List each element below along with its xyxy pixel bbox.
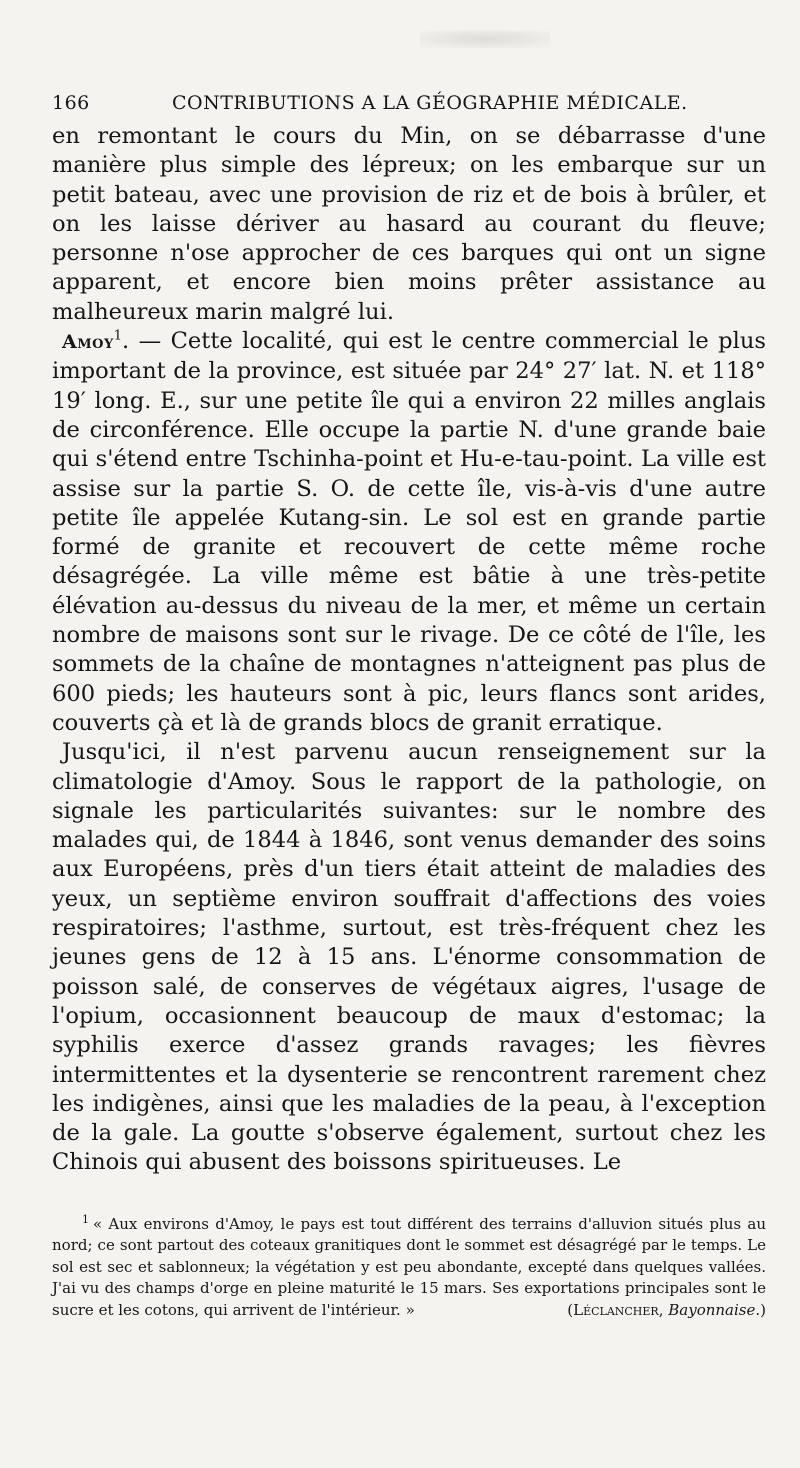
attribution-author: Léclancher <box>573 1300 659 1319</box>
paper-smudge <box>420 30 550 48</box>
paragraph-2 <box>52 327 766 738</box>
attribution-source: Bayonnaise <box>668 1300 756 1319</box>
footnote-mark: 1 <box>82 1212 89 1226</box>
footnote-ref[interactable]: 1 <box>113 328 123 344</box>
footnote-1 <box>52 1214 766 1322</box>
footnote-text: « Aux environs d'Amoy, le pays est tout différent des terrains d'alluvion situés plus au nord; ce sont partout des coteaux granitiques dont le sommet est désagrégé par le temps. Le sol est sec et sablonneux; la végétation y est peu abondante, excepté dans quelques vallées. J'ai vu des champs d'orge en pleine maturité le 15 mars. Ses exportations principales sont le sucre et les cotons, qui arrivent de l'intérieur. » <box>52 1214 766 1319</box>
place-name-amoy: Amoy <box>62 331 114 354</box>
footnote-attribution: (Léclancher, Bayonnaise.) <box>567 1300 766 1319</box>
running-title: CONTRIBUTIONS A LA GÉOGRAPHIE MÉDICALE. <box>172 92 688 114</box>
paragraph-3: Jusqu'ici, il n'est parvenu aucun renseignement sur la climatologie d'Amoy. Sous le rapport de la pathologie, on signale les particularités suivantes: sur le nombre des malades qui, de 1844 à 1846, sont venus demander des soins aux Européens, près d'un tiers était atteint de maladies des yeux, un septième environ souffrait d'affections des voies respiratoires; l'asthme, surtout, est très-fréquent chez les jeunes gens de 12 à 15 ans. L'énorme consommation de poisson salé, de conserves de végétaux aigres, l'usage de l'opium, occasionnent beaucoup de maux d'estomac; la syphilis exerce d'assez grands ravages; les fièvres intermittentes et la dysenterie se rencontrent rarement chez les indigènes, ainsi que les maladies de la peau, à l'exception de la gale. La goutte s'observe également, surtout chez les Chinois qui abusent des boissons spiritueuses. Le <box>52 739 766 1176</box>
running-header <box>52 92 766 114</box>
page-number: 166 <box>52 92 90 114</box>
footnotes <box>52 1214 766 1322</box>
body-text <box>52 122 766 1178</box>
paragraph-2-text: . — Cette localité, qui est le centre commercial le plus important de la province, est située par 24° 27′ lat. N. et 118° 19′ long. E., sur une petite île qui a environ 22 milles anglais de circonférence. Elle occupe la partie N. d'une grande baie qui s'étend entre Tschinha-point et Hu-e-tau-point. La ville est assise sur la partie S. O. de cette île, vis-à-vis d'une autre petite île appelée Kutang-sin. Le sol est en grande partie formé de granite et recouvert de cette même roche désagrégée. La ville même est bâtie à une très-petite élévation au-dessus du niveau de la mer, et même un certain nombre de maisons sont sur le rivage. De ce côté de l'île, les sommets de la chaîne de montagnes n'atteignent pas plus de 600 pieds; les hauteurs sont à pic, leurs flancs sont arides, couverts çà et là de grands blocs de granit erratique. <box>52 328 766 736</box>
paragraph-1: en remontant le cours du Min, on se débarrasse d'une manière plus simple des lépreux; on les embarque sur un petit bateau, avec une provision de riz et de bois à brûler, et on les laisse dériver au hasard au courant du fleuve; personne n'ose approcher de ces barques qui ont un signe apparent, et encore bien moins prêter assistance au malheureux marin malgré lui. <box>52 123 766 325</box>
